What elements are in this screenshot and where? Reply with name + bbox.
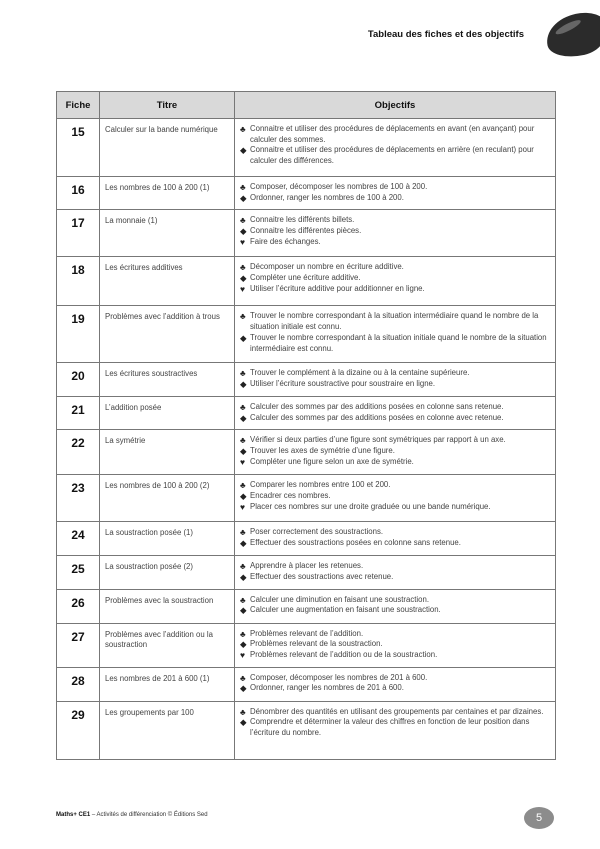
objective-text: Dénombrer des quantités en utilisant des groupements par centaines et par dizaines. [250,706,544,716]
club-icon: ♣ [240,628,246,639]
fiche-title: Problèmes avec l’addition ou la soustraction [100,623,235,667]
objective-item [240,538,551,549]
diamond-icon: ◆ [240,273,247,284]
fiche-number: 23 [57,475,100,522]
objective-item [240,215,551,226]
footer-text: – Activités de différenciation © Éditions Sed [90,812,208,818]
table-row [57,701,556,759]
fiche-title: La soustraction posée (2) [100,556,235,589]
objective-item [240,717,551,738]
diamond-icon: ◆ [240,571,247,582]
heart-icon: ♥ [240,283,246,294]
objective-text: Vérifier si deux parties d’une figure sont symétriques par rapport à un axe. [250,435,506,445]
objective-text: Connaitre les différents billets. [250,215,355,225]
objective-item [240,673,551,684]
diamond-icon: ◆ [240,605,247,616]
fiche-number: 24 [57,522,100,556]
table-header-row [57,92,556,119]
objective-item [240,572,551,583]
objectives-cell [235,701,556,759]
table-row [57,589,556,623]
objective-item [240,446,551,457]
fiche-title: Problèmes avec l’addition à trous [100,306,235,363]
objective-item [240,311,551,332]
club-icon: ♣ [240,706,246,717]
table-row [57,556,556,589]
objective-item [240,333,551,354]
objective-text: Faire des échanges. [250,236,321,246]
diamond-icon: ◆ [240,192,247,203]
diamond-icon: ◆ [240,717,247,728]
objective-text: Trouver le complément à la dizaine ou à la centaine supérieure. [250,368,470,378]
fiche-title: Les nombres de 100 à 200 (2) [100,475,235,522]
objective-text: Connaitre et utiliser des procédures de déplacements en avant (en avançant) pour calculer des sommes. [250,124,535,144]
objective-text: Problèmes relevant de la soustraction. [250,639,383,649]
table-row [57,522,556,556]
fiche-number: 17 [57,210,100,257]
objective-item [240,368,551,379]
objectives-cell [235,363,556,396]
objective-text: Connaitre et utiliser des procédures de déplacements en arrière (en reculant) pour calculer des différences. [250,145,534,166]
table-row [57,119,556,177]
fiche-title: Les écritures additives [100,257,235,306]
fiche-title: Calculer sur la bande numérique [100,119,235,177]
table-row [57,363,556,396]
objective-item [240,502,551,513]
heart-icon: ♥ [240,650,246,661]
diamond-icon: ◆ [240,639,247,650]
fiche-title: La symétrie [100,430,235,475]
fiche-number: 27 [57,623,100,667]
fiche-title: Les nombres de 100 à 200 (1) [100,177,235,210]
club-icon: ♣ [240,672,246,683]
fiche-title: Les écritures soustractives [100,363,235,396]
fiche-title: Les nombres de 201 à 600 (1) [100,667,235,701]
fiche-title: La soustraction posée (1) [100,522,235,556]
fiche-number: 18 [57,257,100,306]
objectives-table [56,91,556,760]
table-row [57,396,556,429]
page-number: 5 [524,807,554,829]
objective-text: Ordonner, ranger les nombres de 100 à 200. [250,192,404,202]
objective-item [240,650,551,661]
objective-item [240,262,551,273]
objective-item [240,193,551,204]
fiche-number: 19 [57,306,100,363]
objective-text: Ordonner, ranger les nombres de 201 à 600. [250,683,404,693]
header-decoration [542,8,600,62]
objective-text: Composer, décomposer les nombres de 100 à 200. [250,182,428,191]
table-row [57,306,556,363]
objective-item [240,413,551,424]
fiche-number: 21 [57,396,100,429]
diamond-icon: ◆ [240,683,247,694]
objective-item [240,480,551,491]
objective-text: Utiliser l’écriture additive pour additionner en ligne. [250,283,425,293]
header-titre: Titre [100,92,235,119]
objective-item [240,457,551,468]
heart-icon: ♥ [240,236,246,247]
objective-text: Problèmes relevant de l’addition ou de la soustraction. [250,650,438,660]
objective-text: Calculer une augmentation en faisant une soustraction. [250,605,441,615]
objectives-cell [235,210,556,257]
objective-item [240,639,551,650]
objective-text: Compléter une figure selon un axe de symétrie. [250,456,414,466]
club-icon: ♣ [240,561,246,572]
objective-item [240,182,551,193]
objective-item [240,284,551,295]
objectives-cell [235,430,556,475]
objective-text: Compléter une écriture additive. [250,273,361,283]
club-icon: ♣ [240,124,246,134]
header-objectifs: Objectifs [235,92,556,119]
diamond-icon: ◆ [240,332,247,343]
objective-item [240,402,551,413]
table-row [57,667,556,701]
objective-text: Composer, décomposer les nombres de 201 à 600. [250,672,428,682]
club-icon: ♣ [240,480,246,491]
objectives-cell [235,475,556,522]
fiche-number: 22 [57,430,100,475]
objective-text: Encadrer ces nombres. [250,490,331,500]
objective-text: Effectuer des soustractions avec retenue. [250,571,394,581]
objective-item [240,629,551,640]
objective-text: Apprendre à placer les retenues. [250,561,364,571]
objective-item [240,226,551,237]
objective-item [240,561,551,572]
objective-item [240,237,551,248]
fiche-number: 28 [57,667,100,701]
fiche-number: 20 [57,363,100,396]
objective-text: Calculer des sommes par des additions posées en colonne avec retenue. [250,412,504,422]
objective-item [240,527,551,538]
fiche-number: 16 [57,177,100,210]
objective-item [240,379,551,390]
objectives-cell [235,177,556,210]
fiche-number: 29 [57,701,100,759]
objective-item [240,683,551,694]
table-row [57,210,556,257]
diamond-icon: ◆ [240,145,247,156]
footer [56,812,208,818]
objective-text: Placer ces nombres sur une droite graduée ou une bande numérique. [250,501,491,511]
diamond-icon: ◆ [240,490,247,501]
club-icon: ♣ [240,262,246,273]
objective-item [240,595,551,606]
objectives-cell [235,119,556,177]
club-icon: ♣ [240,311,246,322]
fiche-title: Les groupements par 100 [100,701,235,759]
fiche-number: 15 [57,119,100,177]
club-icon: ♣ [240,527,246,538]
objective-text: Décomposer un nombre en écriture additive. [250,262,404,272]
club-icon: ♣ [240,435,246,446]
objectives-cell [235,396,556,429]
objective-text: Trouver le nombre correspondant à la situation intermédiaire quand le nombre de la situation initiale est connu. [250,311,539,332]
club-icon: ♣ [240,368,246,379]
objective-item [240,124,551,145]
objectives-cell [235,257,556,306]
objective-text: Comprendre et déterminer la valeur des chiffres en fonction de leur position dans l’écriture du nombre. [250,717,530,738]
table-row [57,475,556,522]
footer-brand: Maths+ CE1 [56,812,91,818]
objectives-cell [235,522,556,556]
objective-item [240,145,551,166]
club-icon: ♣ [240,215,246,226]
objectives-cell [235,589,556,623]
fiche-number: 26 [57,589,100,623]
objective-text: Calculer une diminution en faisant une soustraction. [250,594,430,604]
objectives-cell [235,306,556,363]
heart-icon: ♥ [240,456,246,467]
objective-item [240,707,551,718]
table-row [57,257,556,306]
fiche-title: Problèmes avec la soustraction [100,589,235,623]
objective-text: Comparer les nombres entre 100 et 200. [250,480,391,490]
diamond-icon: ◆ [240,445,247,456]
objective-text: Trouver les axes de symétrie d’une figure. [250,445,395,455]
club-icon: ♣ [240,594,246,605]
objectives-cell [235,556,556,589]
objective-item [240,491,551,502]
objective-item [240,273,551,284]
objective-text: Trouver le nombre correspondant à la situation initiale quand le nombre de la situation intermédiaire est connu. [250,332,547,353]
fiche-title: L’addition posée [100,396,235,429]
table-row [57,430,556,475]
diamond-icon: ◆ [240,379,247,390]
objective-item [240,605,551,616]
objective-text: Poser correctement des soustractions. [250,527,384,537]
objective-text: Problèmes relevant de l’addition. [250,628,364,638]
header-fiche: Fiche [57,92,100,119]
objective-text: Utiliser l’écriture soustractive pour soustraire en ligne. [250,379,436,389]
objective-item [240,435,551,446]
diamond-icon: ◆ [240,226,247,237]
club-icon: ♣ [240,401,246,412]
diamond-icon: ◆ [240,412,247,423]
table-row [57,623,556,667]
objective-text: Calculer des sommes par des additions posées en colonne sans retenue. [250,401,504,411]
objectives-cell [235,667,556,701]
fiche-title: La monnaie (1) [100,210,235,257]
heart-icon: ♥ [240,501,246,512]
fiche-number: 25 [57,556,100,589]
club-icon: ♣ [240,182,246,192]
page-header-title: Tableau des fiches et des objectifs [367,29,524,40]
diamond-icon: ◆ [240,537,247,548]
table-row [57,177,556,210]
objective-text: Connaitre les différentes pièces. [250,226,362,236]
objective-text: Effectuer des soustractions posées en colonne sans retenue. [250,537,461,547]
objectives-cell [235,623,556,667]
